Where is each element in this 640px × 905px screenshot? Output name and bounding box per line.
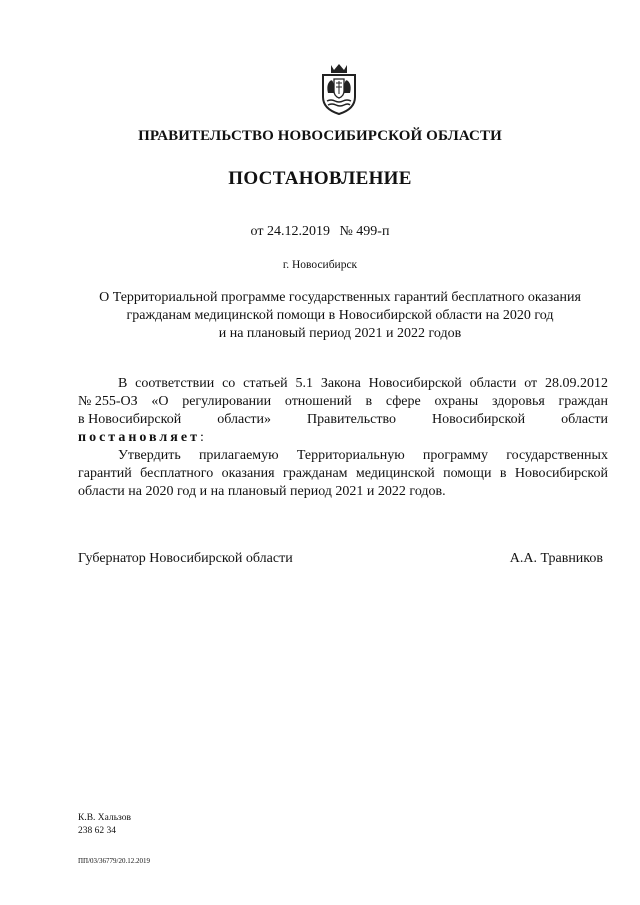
word: 28.09.2012 [544,376,608,391]
document-body [78,375,608,501]
word: медицинской [355,466,435,481]
word: программу [422,448,489,463]
word: области [561,412,608,427]
body-line [78,411,608,429]
word: от [524,376,538,391]
executor-phone: 238 62 34 [78,826,116,836]
signatory-name: А.А. Травников [509,551,603,566]
body-line [78,465,608,483]
coat-of-arms-emblem [319,63,359,115]
signatory-position: Губернатор Новосибирской области [78,551,293,566]
resolves-word: постановляет [78,430,200,445]
word: В [118,376,128,391]
word: в [499,466,507,481]
document-city: г. Новосибирск [282,259,358,271]
word: здоровья [491,394,545,409]
word: «О [151,394,169,409]
body-line [78,393,608,411]
word: гарантий [78,466,132,481]
word: гражданам [282,466,348,481]
subject-line: О Территориальной программе государственных гарантий бесплатного оказания [99,290,581,305]
word: сфере [385,394,421,409]
body-line [78,375,608,393]
word: № 255-ОЗ [78,394,138,409]
word: соответствии [135,376,215,391]
word: прилагаемую [198,448,279,463]
word: Территориальную [296,448,405,463]
resolves-colon: : [199,430,204,445]
executor-info [78,812,131,838]
word: отношений [284,394,352,409]
word: охраны [434,394,479,409]
document-type-title: ПОСТАНОВЛЕНИЕ [228,168,412,189]
word: Утвердить [118,448,181,463]
word: помощи [443,466,492,481]
registration-number: ПП/03/36779/20.12.2019 [78,857,150,865]
word: Новосибирской [514,466,608,481]
word: Новосибирской [432,412,526,427]
resolves-line [78,429,608,447]
document-subject [70,289,610,343]
word: в [365,394,373,409]
body-line: области на 2020 год и на плановый период 2021 и 2022 годов. [78,484,446,499]
word: в Новосибирской [78,412,182,427]
word: области» [217,412,272,427]
word: 5.1 [295,376,313,391]
word: Закона [320,376,361,391]
word: со [222,376,236,391]
document-date-number [0,224,640,240]
body-line [78,447,608,465]
word: граждан [558,394,608,409]
word: области [469,376,517,391]
word: государственных [506,448,608,463]
document-date: от 24.12.2019 [250,224,330,239]
organization-name: ПРАВИТЕЛЬСТВО НОВОСИБИРСКОЙ ОБЛАСТИ [138,128,502,144]
document-number: № 499-п [339,224,390,239]
word: оказания [221,466,275,481]
subject-line: и на плановый период 2021 и 2022 годов [218,326,462,341]
word: Новосибирской [368,376,462,391]
word: регулировании [182,394,272,409]
subject-line: гражданам медицинской помощи в Новосибирской области на 2020 год [126,308,554,323]
executor-name: К.В. Хальзов [78,813,131,823]
word: статьей [243,376,288,391]
word: бесплатного [140,466,214,481]
word: Правительство [307,412,397,427]
